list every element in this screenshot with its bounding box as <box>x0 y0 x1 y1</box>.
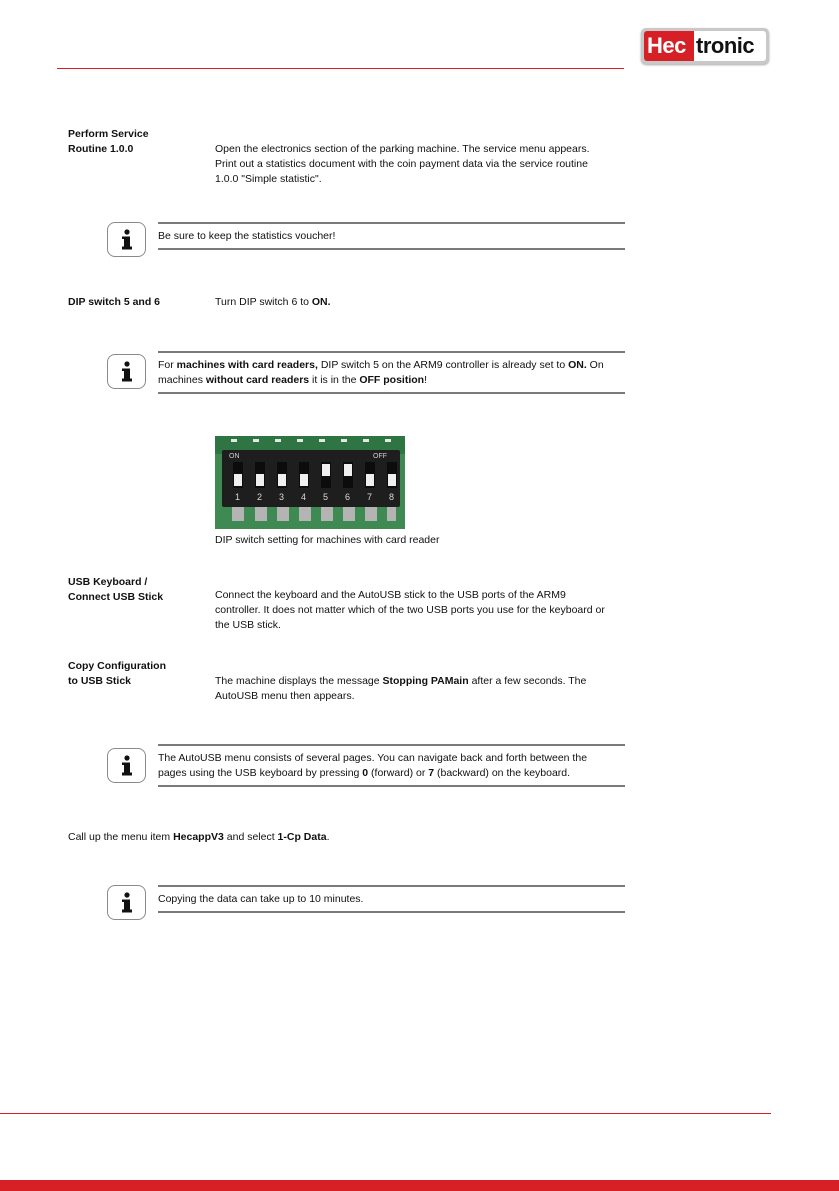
service-label <box>68 127 149 157</box>
usb-label-line2: Connect USB Stick <box>68 591 164 603</box>
copy-label-line1: Copy Configuration <box>68 660 166 672</box>
usb-text <box>215 588 625 633</box>
dip-switch-lever-5 <box>322 464 330 476</box>
note2-part: For <box>158 359 177 371</box>
usb-text-line1: Connect the keyboard and the AutoUSB stick to the USB ports of the ARM9 <box>215 589 566 601</box>
usb-label-line1: USB Keyboard / <box>68 576 148 588</box>
copy-label <box>68 659 166 689</box>
info-icon <box>107 354 146 389</box>
dip-switch-lever-1 <box>234 474 242 486</box>
dip-switch-lever-3 <box>278 474 286 486</box>
dip-switch-number-5: 5 <box>323 492 329 502</box>
dip-switch-number-8: 8 <box>389 492 395 502</box>
note2-part: it is in the <box>309 374 360 386</box>
logo-white-part: tronic <box>694 31 766 61</box>
copy-text <box>215 674 625 704</box>
note2-part: machines <box>158 374 206 386</box>
dip-switch-number-7: 7 <box>367 492 373 502</box>
copy-text-part: The machine displays the message <box>215 675 383 687</box>
callup-text <box>68 830 329 845</box>
note3-line2 <box>158 766 625 781</box>
note3-line1: The AutoUSB menu consists of several pages. You can navigate back and forth between the <box>158 752 588 764</box>
callup-bold: 1-Cp Data <box>277 831 327 843</box>
callup-part: Call up the menu item <box>68 831 174 843</box>
info-icon <box>107 222 146 257</box>
callup-bold: HecappV3 <box>173 831 224 843</box>
note-keep-voucher-text: Be sure to keep the statistics voucher! <box>158 222 625 250</box>
note-card-readers-line1 <box>158 358 625 373</box>
dip-text-plain: Turn DIP switch 6 to <box>215 296 312 308</box>
dip-switch-number-1: 1 <box>235 492 241 502</box>
dip-text-on: ON. <box>311 296 331 308</box>
copy-text-line1 <box>215 674 625 689</box>
note-card-readers-text <box>158 351 625 394</box>
dip-switch-lever-4 <box>300 474 308 486</box>
info-icon <box>107 885 146 920</box>
logo-wordmark <box>644 31 766 61</box>
dip-switch-lever-2 <box>256 474 264 486</box>
note3-bold: 0 <box>362 767 369 779</box>
dip-label: DIP switch 5 and 6 <box>68 296 161 308</box>
usb-text-line3: the USB stick. <box>215 619 281 631</box>
dip-switch-number-2: 2 <box>257 492 263 502</box>
copy-label-line2: to USB Stick <box>68 675 132 687</box>
copy-text-bold: Stopping PAMain <box>382 675 469 687</box>
header-rule <box>57 68 624 69</box>
copy-text-part: after a few seconds. The <box>468 675 587 687</box>
dip-switch-photo <box>215 436 405 529</box>
service-text-line1: Open the electronics section of the parking machine. The service menu appears. <box>215 143 590 155</box>
hectronic-logo <box>641 28 769 64</box>
note-card-readers-line2 <box>158 373 625 388</box>
note-autousb-pages-text <box>158 744 625 787</box>
note2-bold: machines with card readers, <box>176 359 318 371</box>
footer-bar <box>0 1180 839 1191</box>
service-text <box>215 142 625 187</box>
photo-on-label: ON <box>229 453 240 460</box>
usb-text-line2: controller. It does not matter which of the two USB ports you use for the keyboard or <box>215 604 605 616</box>
info-icon <box>107 748 146 783</box>
photo-caption: DIP switch setting for machines with card reader <box>215 534 440 546</box>
footer-rule <box>0 1113 771 1114</box>
note2-bold: without card readers <box>205 374 310 386</box>
logo-red-part: Hec <box>644 31 694 61</box>
note3-bold: 7 <box>428 767 435 779</box>
dip-switch-number-3: 3 <box>279 492 285 502</box>
note2-part: DIP switch 5 on the ARM9 controller is already set to <box>317 359 569 371</box>
service-label-line1: Perform Service <box>68 128 149 140</box>
dip-switch-number-4: 4 <box>301 492 307 502</box>
note-copy-duration-text: Copying the data can take up to 10 minutes. <box>158 885 625 913</box>
note3-part: pages using the USB keyboard by pressing <box>158 767 363 779</box>
service-text-line2: Print out a statistics document with the coin payment data via the service routine <box>215 158 588 170</box>
callup-part: . <box>326 831 330 843</box>
dip-text <box>215 295 625 310</box>
dip-switch-number-6: 6 <box>345 492 351 502</box>
usb-label <box>68 575 163 605</box>
note2-part: ! <box>424 374 428 386</box>
note2-bold: OFF position <box>359 374 425 386</box>
dip-switch-lever-6 <box>344 464 352 476</box>
dip-switch-lever-7 <box>366 474 374 486</box>
dip-switch-lever-8 <box>388 474 396 486</box>
service-text-line3: 1.0.0 "Simple statistic". <box>215 173 322 185</box>
photo-off-label: OFF <box>373 453 387 460</box>
note2-bold: ON. <box>568 359 587 371</box>
service-label-line2: Routine 1.0.0 <box>68 143 134 155</box>
note3-part: (forward) or <box>368 767 429 779</box>
note3-part: (backward) on the keyboard. <box>434 767 571 779</box>
copy-text-line2: AutoUSB menu then appears. <box>215 690 355 702</box>
note2-part: On <box>586 359 604 371</box>
callup-part: and select <box>223 831 278 843</box>
